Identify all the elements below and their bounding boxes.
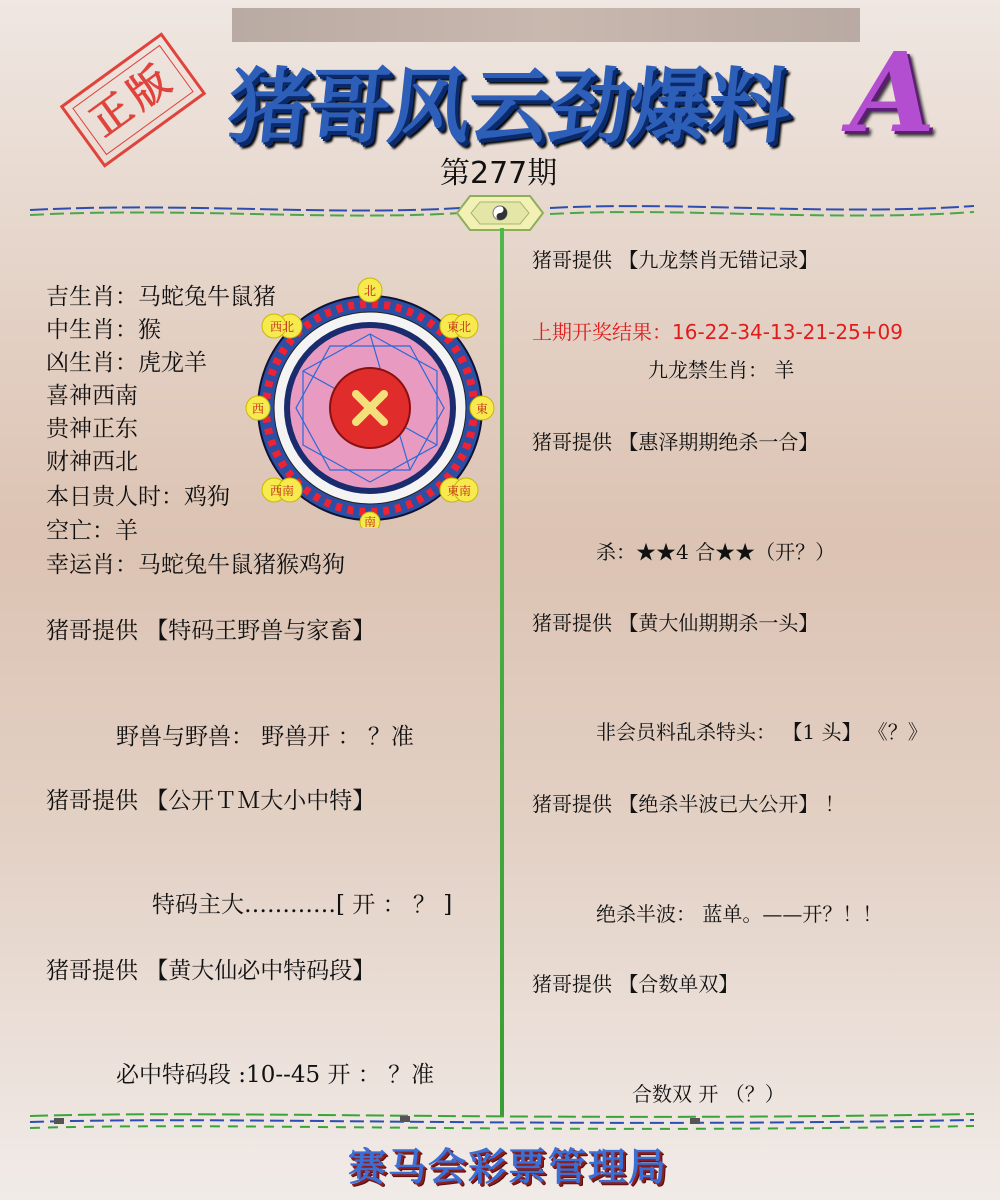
last-draw-result: 上期开奖结果：16-22-34-13-21-25+09 bbox=[532, 320, 903, 344]
footer-authority: 赛马会彩票管理局 bbox=[348, 1145, 669, 1189]
direction-northeast: 東北 bbox=[446, 320, 472, 334]
direction-north: 北 bbox=[363, 284, 377, 298]
direction-west: 西 bbox=[251, 402, 265, 416]
block-heading-kill-combo: 猪哥提供 【惠泽期期绝杀一合】 bbox=[532, 430, 819, 454]
block-content-kill-head: 非会员料乱杀特头： 【1 头】 《？》 bbox=[596, 720, 928, 744]
block-content-odd-even: 合数双 开 （？） bbox=[632, 1082, 785, 1106]
direction-south: 南 bbox=[363, 515, 377, 528]
block-heading-half-wave: 猪哥提供 【绝杀半波已大公开】 ！ bbox=[532, 792, 845, 816]
issue-number: 第277期 bbox=[440, 156, 558, 191]
direction-east: 東 bbox=[475, 402, 489, 416]
info-line-fortune-zodiac: 幸运肖：马蛇兔牛鼠猪猴鸡狗 bbox=[46, 552, 345, 578]
block-heading-beast: 猪哥提供 【特码王野兽与家畜】 bbox=[46, 618, 376, 644]
block-content-kill-combo: 杀：★★4 合★★（开？） bbox=[596, 540, 836, 564]
bottom-divider bbox=[30, 1108, 974, 1136]
page-title: 猪哥风云劲爆料 bbox=[223, 60, 794, 155]
block-heading-size: 猪哥提供 【公开ＴＭ大小中特】 bbox=[46, 788, 376, 814]
info-line-joy-god: 喜神西南 bbox=[46, 383, 138, 409]
block-heading-segment: 猪哥提供 【黄大仙必中特码段】 bbox=[46, 958, 376, 984]
direction-southwest: 西南 bbox=[269, 484, 295, 498]
direction-southeast: 東南 bbox=[446, 484, 472, 498]
direction-northwest: 西北 bbox=[269, 320, 295, 334]
info-line-wealth-god: 财神西北 bbox=[46, 449, 138, 475]
edition-letter: A bbox=[850, 28, 936, 157]
block-content-segment: 必中特码段 :10--45 开 ： ？准 bbox=[116, 1062, 435, 1088]
block-content-beast: 野兽与野兽： 野兽开 ： ？准 bbox=[116, 724, 414, 750]
genuine-stamp: 正版 bbox=[60, 32, 207, 168]
block-content-nine-dragon: 九龙禁生肖： 羊 bbox=[648, 358, 795, 382]
block-heading-kill-head: 猪哥提供 【黄大仙期期杀一头】 bbox=[532, 611, 819, 635]
info-line-noble-hour: 本日贵人时：鸡狗 bbox=[46, 484, 230, 510]
block-heading-odd-even: 猪哥提供 【合数单双】 bbox=[532, 972, 739, 996]
header-banner-bar bbox=[232, 8, 860, 42]
block-heading-nine-dragon: 猪哥提供 【九龙禁肖无错记录】 bbox=[532, 248, 819, 272]
block-content-size: 特码主大…………[ 开 ： ？ ] bbox=[152, 892, 453, 918]
info-line-void: 空亡：羊 bbox=[46, 518, 138, 544]
info-line-bad-zodiac: 凶生肖：虎龙羊 bbox=[46, 350, 207, 376]
info-line-lucky-zodiac: 吉生肖：马蛇兔牛鼠猪 bbox=[46, 284, 276, 310]
zodiac-wheel-diagram bbox=[244, 276, 514, 528]
info-line-noble-god: 贵神正东 bbox=[46, 416, 138, 442]
block-content-half-wave: 绝杀半波： 蓝单。——开？！！ bbox=[596, 902, 883, 926]
info-line-middle-zodiac: 中生肖：猴 bbox=[46, 317, 161, 343]
